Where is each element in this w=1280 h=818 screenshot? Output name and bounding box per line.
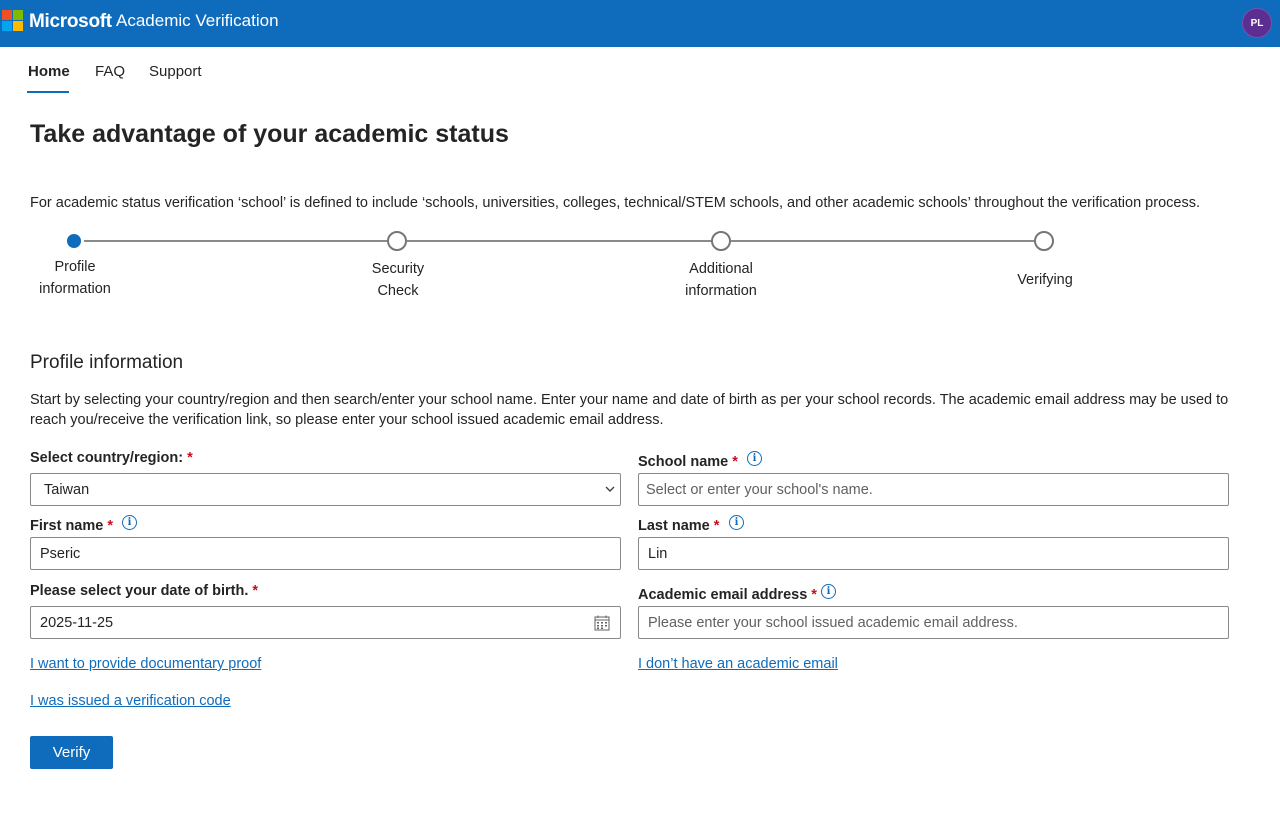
- nav-home[interactable]: Home: [28, 63, 70, 80]
- chevron-down-icon: [604, 483, 616, 495]
- no-academic-email-link[interactable]: I don’t have an academic email: [638, 656, 838, 672]
- info-icon[interactable]: i: [729, 515, 744, 530]
- brand-name[interactable]: Microsoft: [29, 11, 112, 32]
- microsoft-logo-icon[interactable]: [2, 10, 24, 32]
- first-name-label: First name *: [30, 518, 113, 534]
- dob-input[interactable]: 2025-11-25: [30, 606, 621, 639]
- academic-email-input[interactable]: Please enter your school issued academic email address.: [638, 606, 1229, 639]
- verification-code-link[interactable]: I was issued a verification code: [30, 693, 231, 709]
- stepper-connector: [84, 240, 389, 242]
- info-icon[interactable]: i: [122, 515, 137, 530]
- verify-button[interactable]: Verify: [30, 736, 113, 769]
- section-intro: Start by selecting your country/region and then search/enter your school name. Enter your name and date of birth as per your school records. The academic email address may be used to reach you/receive the verification link, so please enter your school issued academic email address.: [30, 392, 1229, 428]
- step-dot-verifying: [1034, 231, 1054, 251]
- dob-label: Please select your date of birth. *: [30, 583, 259, 599]
- nav-active-indicator: [27, 91, 69, 93]
- documentary-proof-link[interactable]: I want to provide documentary proof: [30, 656, 262, 672]
- school-name-input[interactable]: Select or enter your school's name.: [638, 473, 1229, 506]
- step-label-additional: Additional information: [685, 261, 757, 299]
- first-name-input[interactable]: Pseric: [30, 537, 621, 570]
- school-label: School name *: [638, 454, 738, 470]
- info-icon[interactable]: i: [821, 584, 836, 599]
- nav-faq[interactable]: FAQ: [95, 63, 126, 80]
- last-name-label: Last name *: [638, 518, 720, 534]
- email-label: Academic email address *: [638, 587, 817, 603]
- user-avatar[interactable]: PL: [1242, 8, 1272, 38]
- school-definition-text: For academic status verification ‘school’ is defined to include ‘schools, universities, colleges, technical/STEM schools, and other academic schools’ throughout the verification process.: [30, 195, 1200, 211]
- step-dot-profile: [65, 232, 83, 250]
- country-select[interactable]: Taiwan: [30, 473, 621, 506]
- section-title: Profile information: [30, 352, 184, 373]
- stepper-connector: [731, 240, 1036, 242]
- step-dot-security: [387, 231, 407, 251]
- info-icon[interactable]: i: [747, 451, 762, 466]
- nav-support[interactable]: Support: [149, 63, 202, 80]
- calendar-icon[interactable]: [594, 615, 610, 631]
- step-label-security: Security Check: [371, 261, 425, 299]
- country-label: Select country/region: *: [30, 450, 193, 466]
- step-dot-additional: [711, 231, 731, 251]
- step-label-verifying: Verifying: [1017, 272, 1073, 288]
- step-label-profile: Profile information: [39, 259, 111, 297]
- page-title: Take advantage of your academic status: [30, 120, 509, 148]
- app-title: Academic Verification: [116, 11, 279, 30]
- stepper-connector: [407, 240, 712, 242]
- last-name-input[interactable]: Lin: [638, 537, 1229, 570]
- top-bar: [0, 0, 1280, 47]
